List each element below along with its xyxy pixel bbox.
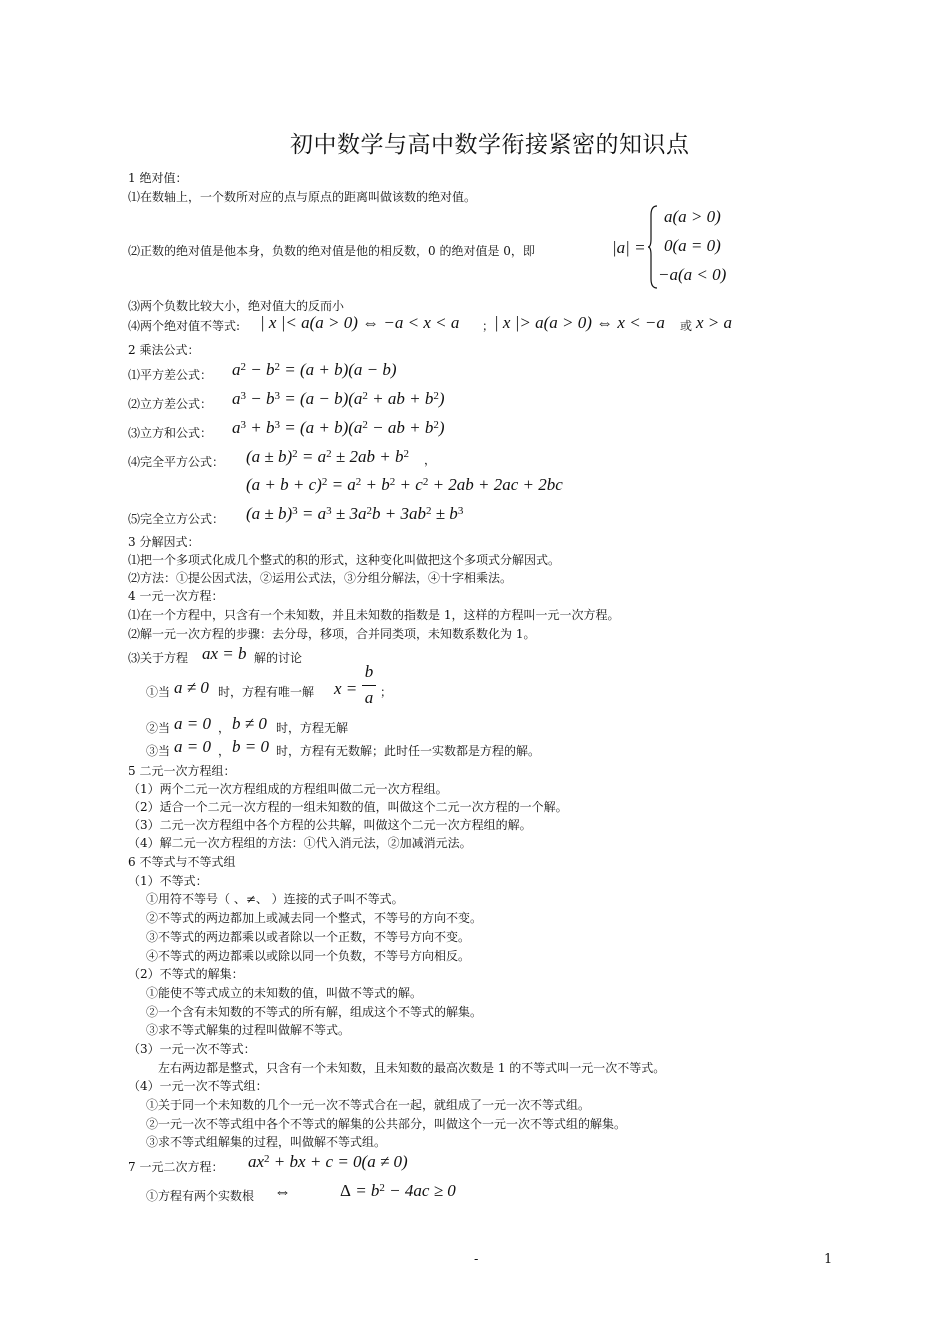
section-6-group-4: （4）一元一次不等式组： <box>128 1079 268 1093</box>
section-6-group-1-item-4: ④不等式的两边都乘以或除以同一个负数，不等号方向相反。 <box>146 949 471 963</box>
section-5-item-3: （3）二元一次方程组中各个方程的公共解，叫做这个二元一次方程组的解。 <box>128 818 532 832</box>
section-6-group-1-item-3: ③不等式的两边都乘以或者除以一个正数，不等号方向不变。 <box>146 930 471 944</box>
formula-5-label: ⑸完全立方公式： <box>128 512 225 526</box>
case-negative: −a(a < 0) <box>658 265 727 284</box>
iff-symbol: ⇔ <box>274 1182 291 1201</box>
page-title: 初中数学与高中数学衔接紧密的知识点 <box>290 132 690 158</box>
section-5-item-2: （2）适合一个二元一次方程的一组未知数的值，叫做这个二元一次方程的一个解。 <box>128 800 568 814</box>
footer-dash: - <box>474 1252 479 1267</box>
perfect-square-formula: $(a \pm b)^2 = a^2 \pm 2ab + b^2$ <box>246 447 409 466</box>
perfect-cube-formula: $(a \pm b)^3 = a^3 \pm 3a^2b + 3ab^2 \pm b^3$ <box>246 504 464 523</box>
case-2-condition-a: a = 0 <box>174 714 211 733</box>
case-3-prefix: ③当 <box>146 744 171 758</box>
section-4-heading: 4 一元一次方程： <box>128 589 224 603</box>
section-3-heading: 3 分解因式： <box>128 535 200 549</box>
semicolon: ； <box>380 685 393 699</box>
section-6-group-3: （3）一元一次不等式： <box>128 1042 256 1056</box>
section-6-group-4-item-1: ①关于同一个未知数的几个一元一次不等式合在一起，就组成了一元一次不等式组。 <box>146 1098 591 1112</box>
section-6-group-2: （2）不等式的解集： <box>128 967 244 981</box>
case-2-condition-b: b ≠ 0 <box>232 714 267 733</box>
formula-2-label: ⑵立方差公式： <box>128 397 213 411</box>
abs-inequality-less: | x |< a(a > 0) ⇔ −a < x < a <box>260 313 460 332</box>
fraction-bar <box>362 685 376 686</box>
section-1-item-1: ⑴在数轴上，一个数所对应的点与原点的距离叫做该数的绝对值。 <box>128 190 477 204</box>
section-3-item-2: ⑵方法：①提公因式法，②运用公式法，③分组分解法，④十字相乘法。 <box>128 571 513 585</box>
section-4-item-1: ⑴在一个方程中，只含有一个未知数，并且未知数的指数是 1，这样的方程叫一元一次方程。 <box>128 608 620 622</box>
section-6-group-1-item-2: ②不等式的两边都加上或减去同一个整式，不等号的方向不变。 <box>146 911 483 925</box>
page-number: 1 <box>824 1252 833 1267</box>
section-6-group-2-item-3: ③求不等式解集的过程叫做解不等式。 <box>146 1023 351 1037</box>
case-3-condition-a: a = 0 <box>174 737 211 756</box>
section-1-item-3: ⑶两个负数比较大小，绝对值大的反而小 <box>128 299 345 313</box>
abs-inequality-greater: | x |> a(a > 0) ⇔ x < −a <box>494 313 665 332</box>
trinomial-square-formula: $(a + b + c)^2 = a^2 + b^2 + c^2 + 2ab + 2ac + 2bc$ <box>246 475 563 494</box>
section-3-item-1: ⑴把一个多项式化成几个整式的积的形式，这种变化叫做把这个多项式分解因式。 <box>128 553 561 567</box>
section-7-heading: 7 一元二次方程： <box>128 1160 224 1174</box>
fraction-denominator: a <box>364 688 374 707</box>
or-text: 或 <box>680 319 693 333</box>
case-3-condition-b: b = 0 <box>232 737 269 756</box>
section-1-heading: 1 绝对值： <box>128 171 188 185</box>
sum-of-cubes-formula: $a^3 + b^3 = (a + b)(a^2$ − ab + $b^2$) <box>232 418 445 437</box>
section-6-group-4-item-3: ③求不等式组解集的过程，叫做解不等式组。 <box>146 1135 387 1149</box>
quadratic-equation: $ax^2$ + bx + c = 0(a ≠ 0) <box>248 1152 408 1171</box>
case-positive: a(a > 0) <box>664 207 721 226</box>
section-1-item-4: ⑷两个绝对值不等式: <box>128 319 241 333</box>
section-6-group-3-item-1: 左右两边都是整式，只含有一个未知数，且未知数的最高次数是 1 的不等式叫一元一次不等式。 <box>158 1061 666 1075</box>
section-5-heading: 5 二元一次方程组： <box>128 764 236 778</box>
section-4-item-2: ⑵解一元一次方程的步骤：去分母，移项，合并同类项，未知数系数化为 1。 <box>128 627 536 641</box>
solution-lhs: x = <box>334 679 358 698</box>
section-5-item-1: （1）两个二元一次方程组成的方程组叫做二元一次方程组。 <box>128 782 448 796</box>
formula-4-label: ⑷完全平方公式： <box>128 455 225 469</box>
cases-brace <box>648 205 658 289</box>
case-3-sep: ， <box>218 744 231 758</box>
section-6-heading: 6 不等式与不等式组 <box>128 855 236 869</box>
section-4-item-3-prefix: ⑶关于方程 <box>128 651 189 665</box>
case-zero: 0(a = 0) <box>664 236 721 255</box>
comma: ， <box>424 453 437 467</box>
case-2-sep: ， <box>218 721 231 735</box>
difference-of-cubes-formula: $a^3 - b^3 = (a - b)(a^2$ + ab + $b^2$) <box>232 389 445 408</box>
section-2-heading: 2 乘法公式： <box>128 343 200 357</box>
difference-of-squares-formula: $a^2 - b^2 = (a + b)(a - b)$ <box>232 360 397 379</box>
case-2-prefix: ②当 <box>146 721 171 735</box>
case-1-condition: a ≠ 0 <box>174 678 209 697</box>
section-6-group-1: （1）不等式： <box>128 874 208 888</box>
section-6-group-1-item-1: ①用符不等号（ 、≠、 ）连接的式子叫不等式。 <box>146 892 404 906</box>
discriminant-condition: $\Delta = b^2 - 4ac \ge 0$ <box>340 1181 456 1200</box>
section-6-group-4-item-2: ②一元一次不等式组中各个不等式的解集的公共部分，叫做这个一元一次不等式组的解集。 <box>146 1117 627 1131</box>
abs-inequality-or-part: x > a <box>696 313 733 332</box>
section-6-group-2-item-2: ②一个含有未知数的不等式的所有解，组成这个不等式的解集。 <box>146 1005 483 1019</box>
linear-equation: ax = b <box>202 644 247 663</box>
fraction-numerator: b <box>364 662 374 681</box>
case-3-text: 时，方程有无数解；此时任一实数都是方程的解。 <box>276 744 541 758</box>
case-2-text: 时，方程无解 <box>276 721 349 735</box>
section-5-item-4: （4）解二元一次方程组的方法：①代入消元法，②加减消元法。 <box>128 836 472 850</box>
abs-value-lhs: |a| = <box>612 238 646 257</box>
section-7-item-1: ①方程有两个实数根 <box>146 1189 255 1203</box>
separator-semicolon: ； <box>482 319 495 333</box>
section-6-group-2-item-1: ①能使不等式成立的未知数的值，叫做不等式的解。 <box>146 986 423 1000</box>
formula-1-label: ⑴平方差公式： <box>128 368 213 382</box>
section-4-item-3-suffix: 解的讨论 <box>254 651 303 665</box>
section-1-item-2: ⑵正数的绝对值是他本身，负数的绝对值是他的相反数，0 的绝对值是 0，即 <box>128 244 535 258</box>
formula-3-label: ⑶立方和公式： <box>128 426 213 440</box>
case-1-prefix: ①当 <box>146 685 171 699</box>
case-1-text: 时，方程有唯一解 <box>218 685 315 699</box>
